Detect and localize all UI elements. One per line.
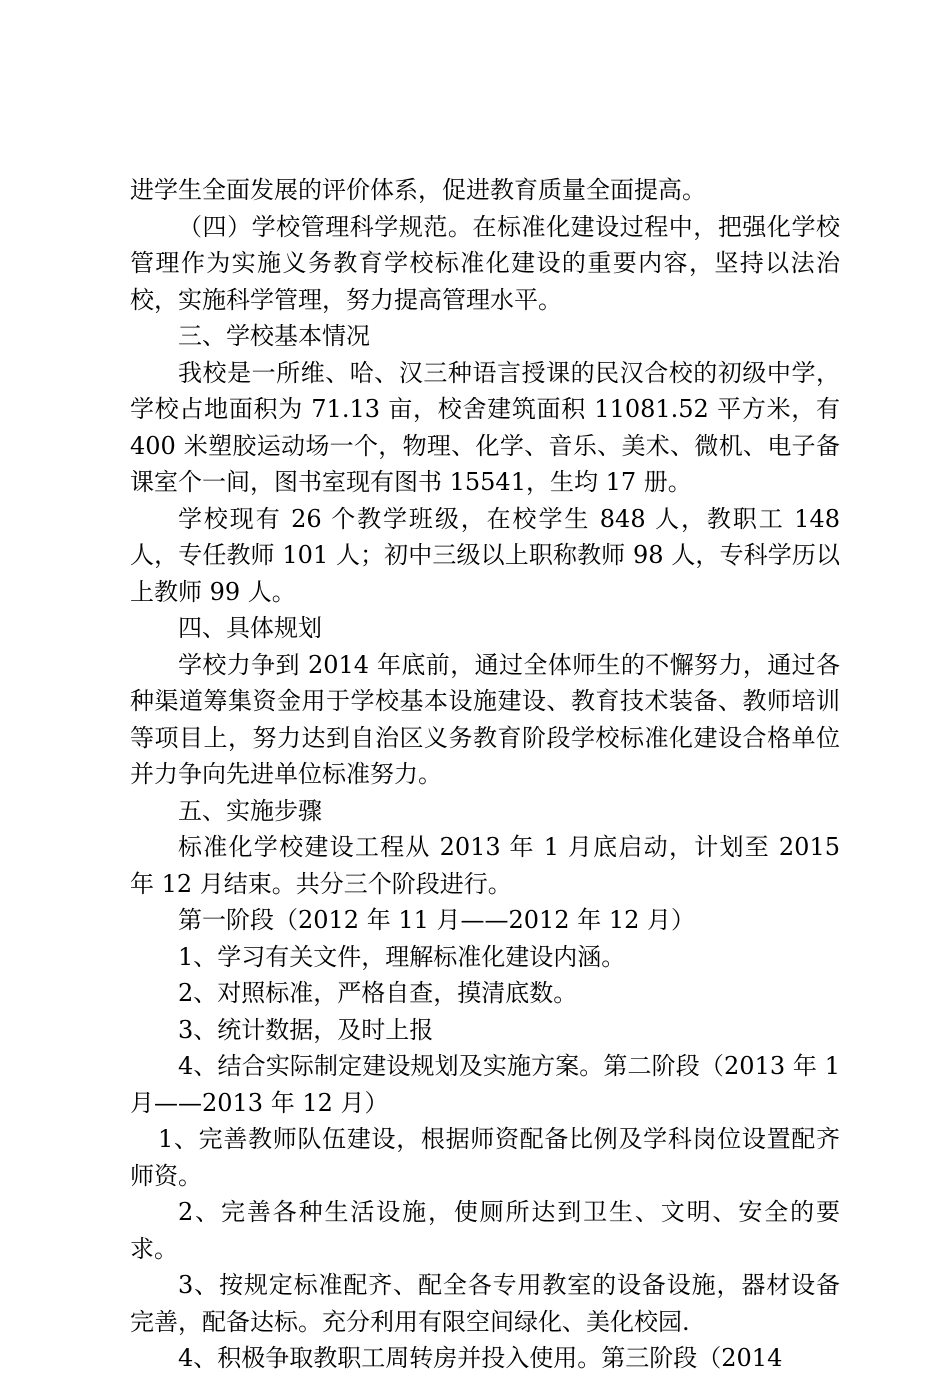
paragraph-school-overview: 我校是一所维、哈、汉三种语言授课的民汉合校的初级中学，学校占地面积为 71.13 亩，校舍建筑面积 11081.52 平方米，有 400 米塑胶运动场一个，物理、化学、音乐、美术、微机、电子备课室个一间，图书室现有图书 15541，生均 17 册。 [130, 358, 840, 496]
section-heading-planning: 四、具体规划 [178, 614, 322, 642]
section-heading-steps: 五、实施步骤 [178, 796, 322, 825]
stage-two-item-4: 4、积极争取教职工周转房并投入使用。第三阶段（2014 [178, 1344, 783, 1372]
stage-two-item-1: 1、完善教师队伍建设，根据师资配备比例及学科岗位设置配齐师资。 [130, 1125, 840, 1190]
stage-two-item-3: 3、按规定标准配齐、配全各专用教室的设备设施，器材设备完善，配备达标。充分利用有限空间绿化、美化校园. [130, 1271, 840, 1336]
stage-one-item-2: 2、对照标准，严格自查，摸清底数。 [178, 979, 578, 1007]
paragraph-evaluation-system: 进学生全面发展的评价体系，促进教育质量全面提高。 [130, 176, 706, 204]
paragraph-planning: 学校力争到 2014 年底前，通过全体师生的不懈努力，通过各种渠道筹集资金用于学校基本设施建设、教育技术装备、教师培训等项目上，努力达到自治区义务教育阶段学校标准化建设合格单位并力争向先进单位标准努力。 [130, 650, 840, 788]
stage-one-item-1: 1、学习有关文件，理解标准化建设内涵。 [178, 942, 626, 971]
paragraph-school-management: （四）学校管理科学规范。在标准化建设过程中，把强化学校管理作为实施义务教育学校标准化建设的重要内容，坚持以法治校，实施科学管理，努力提高管理水平。 [130, 212, 840, 314]
paragraph-steps-intro: 标准化学校建设工程从 2013 年 1 月底启动，计划至 2015 年 12 月结束。共分三个阶段进行。 [130, 833, 840, 898]
stage-one-heading: 第一阶段（2012 年 11 月——2012 年 12 月） [178, 906, 696, 934]
paragraph-staff-stats: 学校现有 26 个教学班级，在校学生 848 人，教职工 148 人，专任教师 101 人；初中三级以上职称教师 98 人，专科学历以上教师 99 人。 [130, 504, 840, 606]
document-body [130, 172, 840, 1377]
stage-one-item-4: 4、结合实际制定建设规划及实施方案。第二阶段（2013 年 1 月——2013 年 12 月） [130, 1052, 840, 1117]
stage-two-item-2: 2、完善各种生活设施，使厕所达到卫生、文明、安全的要求。 [130, 1198, 840, 1263]
section-heading-basic-info: 三、学校基本情况 [178, 322, 370, 350]
stage-one-item-3: 3、统计数据，及时上报 [178, 1015, 434, 1044]
